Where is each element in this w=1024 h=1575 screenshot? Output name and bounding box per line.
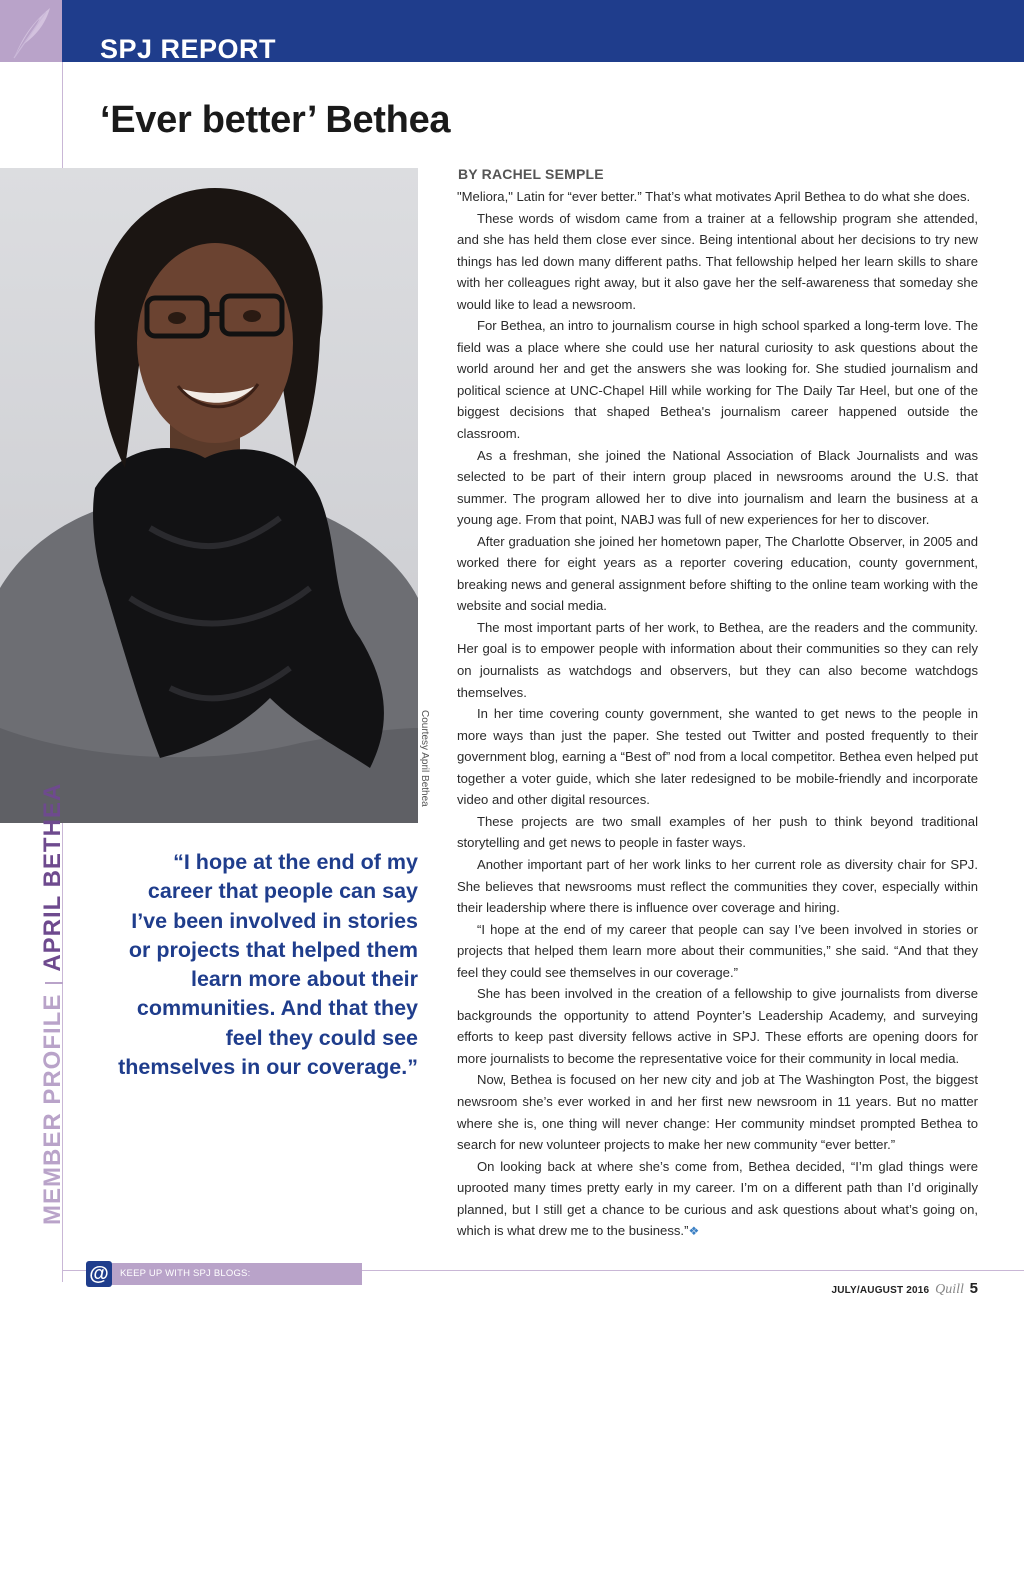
at-symbol-icon: @ [86, 1261, 112, 1287]
article-paragraph: As a freshman, she joined the National Association of Black Journalists and was selected to be part of their intern group placed in newsrooms around the U.S. that summer. The program allowed her to dive into journalism and learn the business at a young age. From that point, NABJ was full of new experiences for her to discover. [457, 447, 978, 528]
article-paragraph: For Bethea, an intro to journalism course in high school sparked a long-term love. The field was a place where she could use her natural curiosity to ask questions about the world around her and get the answers she was looking for. She studied journalism and political science at UNC-Chapel Hill while working for The Daily Tar Heel, but one of the biggest decisions that shaped Bethea's journalism career happened outside the classroom. [457, 318, 978, 442]
article-paragraph: Another important part of her work links to her current role as diversity chair for SPJ. She believes that newsrooms must reflect the communities they cover, especially within their leadership where there is influence over coverage and hiring. [457, 856, 978, 916]
article-paragraph: She has been involved in the creation of a fellowship to give journalists from diverse backgrounds the opportunity to attend Poynter’s Leadership Academy, and surveying efforts to keep past diversity fellows active in SPJ. These efforts are opening doors for more journalists to become the representative voice for their community in local media. [457, 986, 978, 1066]
portrait-illustration [0, 168, 418, 823]
article-body [457, 186, 978, 1243]
pull-quote: “I hope at the end of my career that people can say I’ve been involved in stories or projects that helped them learn more about their communities. And that they feel they could see themselves in our coverage.” [118, 850, 418, 1080]
byline: BY RACHEL SEMPLE [458, 166, 604, 182]
article-paragraph: "Meliora," Latin for “ever better.” That’s what motivates April Bethea to do what she does. [457, 189, 971, 204]
member-profile-label: MEMBER PROFILE [39, 993, 66, 1225]
end-mark-icon: ❖ [688, 1224, 700, 1239]
feather-icon [6, 4, 56, 60]
folio [831, 1280, 978, 1298]
magazine-name: Quill [935, 1282, 964, 1297]
article-paragraph: In her time covering county government, she wanted to get news to the people in more ways than just the paper. She tested out Twitter and posted frequently to their government blog, earning a “Best of” nod from a local competitor. Bethea even helped put together a voter guide, which she later redesigned to be mobile-friendly and incorporate video and other digital resources. [457, 706, 978, 808]
section-label: SPJ REPORT [100, 34, 277, 64]
article-paragraph: Now, Bethea is focused on her new city and job at The Washington Post, the biggest newsroom she’s ever worked in and her first new newsroom in 11 years. But no matter where she is, one thing will never change: Her community mindset prompted Bethea to search for new volunteer projects to make her new community “ever better.” [457, 1072, 978, 1153]
blog-url-link[interactable]: BLOGS.SPJNETWORK.ORG [120, 1290, 252, 1301]
photo-credit: Courtesy April Bethea [419, 710, 430, 807]
tag-separator [45, 982, 63, 984]
member-name-label: APRIL BETHEA [39, 782, 66, 972]
article-paragraph: “I hope at the end of my career that people can say I’ve been involved in stories or projects that helped them learn more about their communities,” she said. “And that they feel they could see themselves in our coverage.” [457, 921, 978, 980]
headline: ‘Ever better’ Bethea [100, 99, 451, 141]
article-paragraph: These words of wisdom came from a trainer at a fellowship program she attended, and she has held them close ever since. Being intentional about her decisions to try new things has led down many different paths. That fellowship helped her learn skills to share with her colleagues right away, but it also gave her the self-awareness that someday she would like to lead a newsroom. [457, 210, 978, 312]
page-number: 5 [969, 1280, 978, 1297]
portrait-photo [0, 168, 418, 823]
feather-logo-box [0, 0, 62, 62]
blog-prefix: KEEP UP WITH SPJ BLOGS: [120, 1268, 251, 1279]
vertical-section-tag [39, 782, 70, 1575]
article-paragraph: On looking back at where she’s come from, Bethea decided, “I’m glad things were uprooted many times pretty early in my career. I’m on a different path than I’d originally planned, but I still get a chance to be curious and ask questions about what’s going on, which is what drew me to the business.”❖ [457, 1158, 978, 1239]
article-paragraph: After graduation she joined her hometown paper, The Charlotte Observer, in 2005 and worked there for eight years as a reporter covering education, county government, breaking news and general assignment before shifting to the online team working with the website and social media. [457, 533, 978, 614]
article-paragraph: The most important parts of her work, to Bethea, are the readers and the community. Her goal is to empower people with information about their communities so they can rely on journalists as watchdogs and observers, but they can also become watchdogs themselves. [457, 619, 978, 700]
blog-link-bar[interactable] [112, 1263, 362, 1301]
issue-date: JULY/AUGUST 2016 [831, 1285, 930, 1296]
article-paragraph: These projects are two small examples of her push to think beyond traditional storytelling and get news to people in faster ways. [457, 813, 978, 851]
